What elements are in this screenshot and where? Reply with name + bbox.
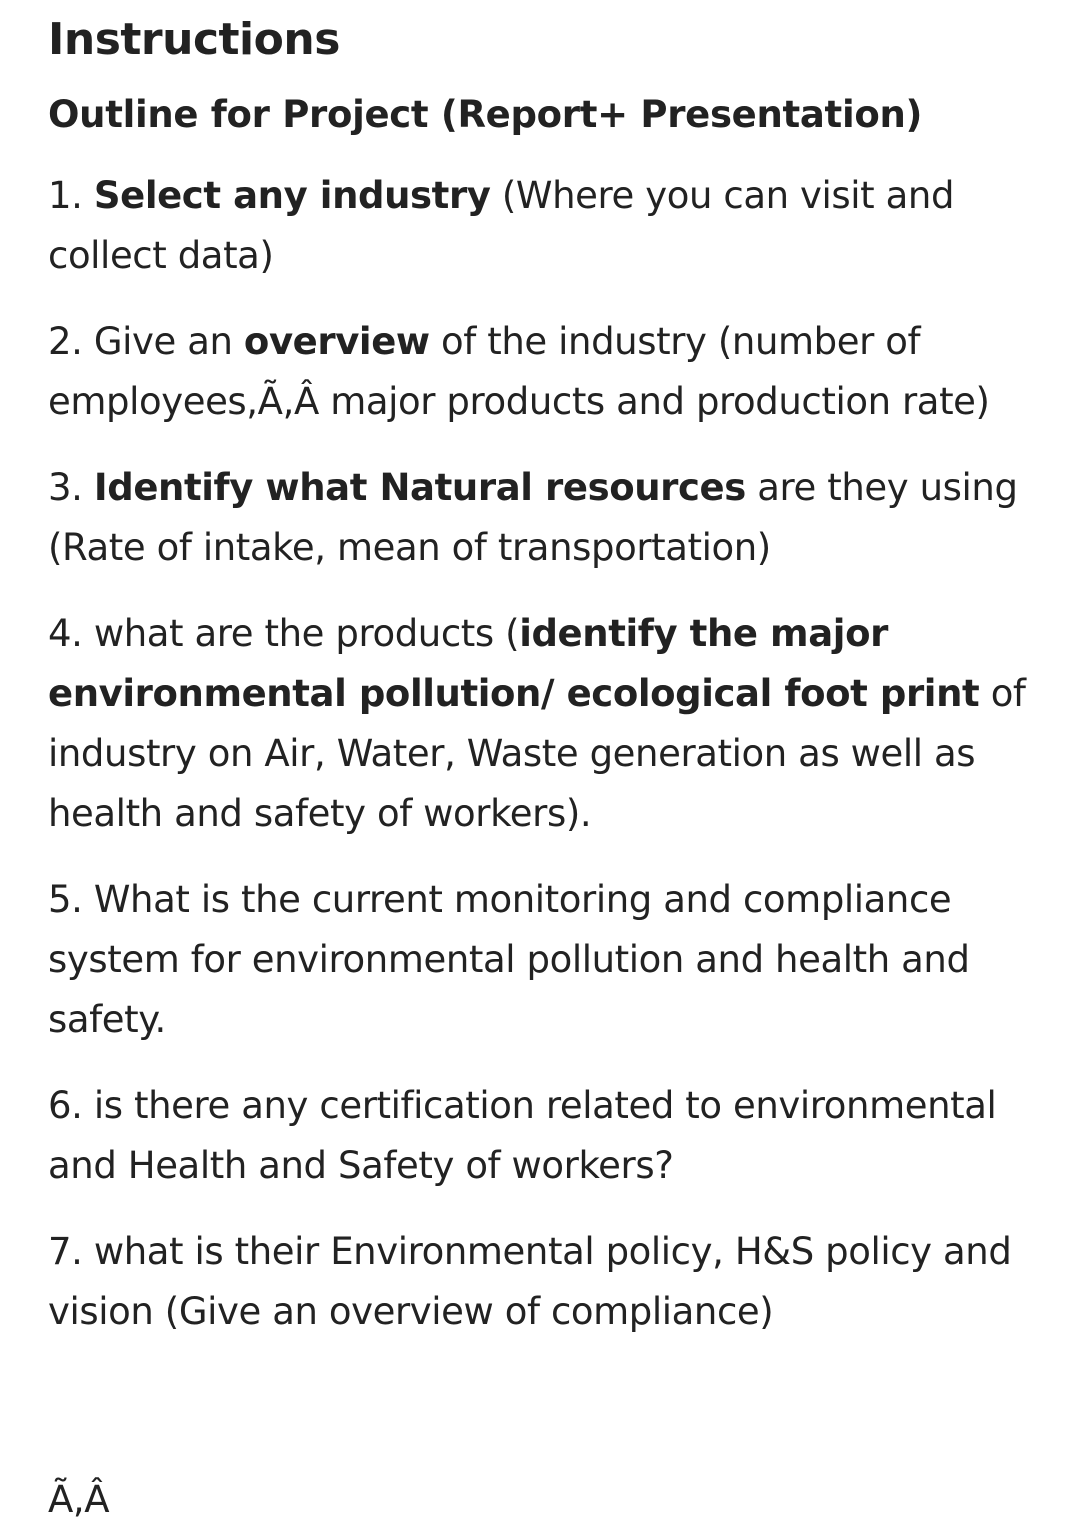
cut-off-text: Ã,Â bbox=[48, 1478, 110, 1521]
list-item-1 bbox=[48, 166, 1048, 286]
outline-title: Outline for Project (Report+ Presentation) bbox=[48, 93, 923, 136]
item-text: are they using (Rate of intake, mean of transportation) bbox=[48, 466, 1018, 569]
item-bold-text: Identify what Natural resources bbox=[93, 466, 746, 509]
item-bold-text: identify the major environmental pollution/ ecological foot print bbox=[48, 612, 980, 715]
list-item-3 bbox=[48, 458, 1048, 578]
page-title: Instructions bbox=[48, 14, 340, 65]
instructions-document bbox=[48, 0, 1048, 1342]
item-number: 1. bbox=[48, 174, 94, 217]
item-text-prefix: 4. what are the products ( bbox=[48, 612, 520, 655]
list-item-5: 5. What is the current monitoring and compliance system for environmental pollution and health and safety. bbox=[48, 878, 970, 1041]
item-text: of the industry (number of employees,Ã,Â major products and production rate) bbox=[48, 320, 990, 423]
item-bold-text: Select any industry bbox=[93, 174, 491, 217]
item-text: of industry on Air, Water, Waste generation as well as health and safety of workers). bbox=[48, 672, 1026, 835]
list-item-6: 6. is there any certification related to environmental and Health and Safety of workers? bbox=[48, 1084, 997, 1187]
list-item-2 bbox=[48, 312, 1048, 432]
list-item-4 bbox=[48, 604, 1048, 844]
list-item-7: 7. what is their Environmental policy, H&S policy and vision (Give an overview of compliance) bbox=[48, 1230, 1012, 1333]
item-number: 3. bbox=[48, 466, 94, 509]
item-text: (Where you can visit and collect data) bbox=[48, 174, 955, 277]
item-text-prefix: 2. Give an bbox=[48, 320, 244, 363]
item-bold-text: overview bbox=[243, 320, 430, 363]
